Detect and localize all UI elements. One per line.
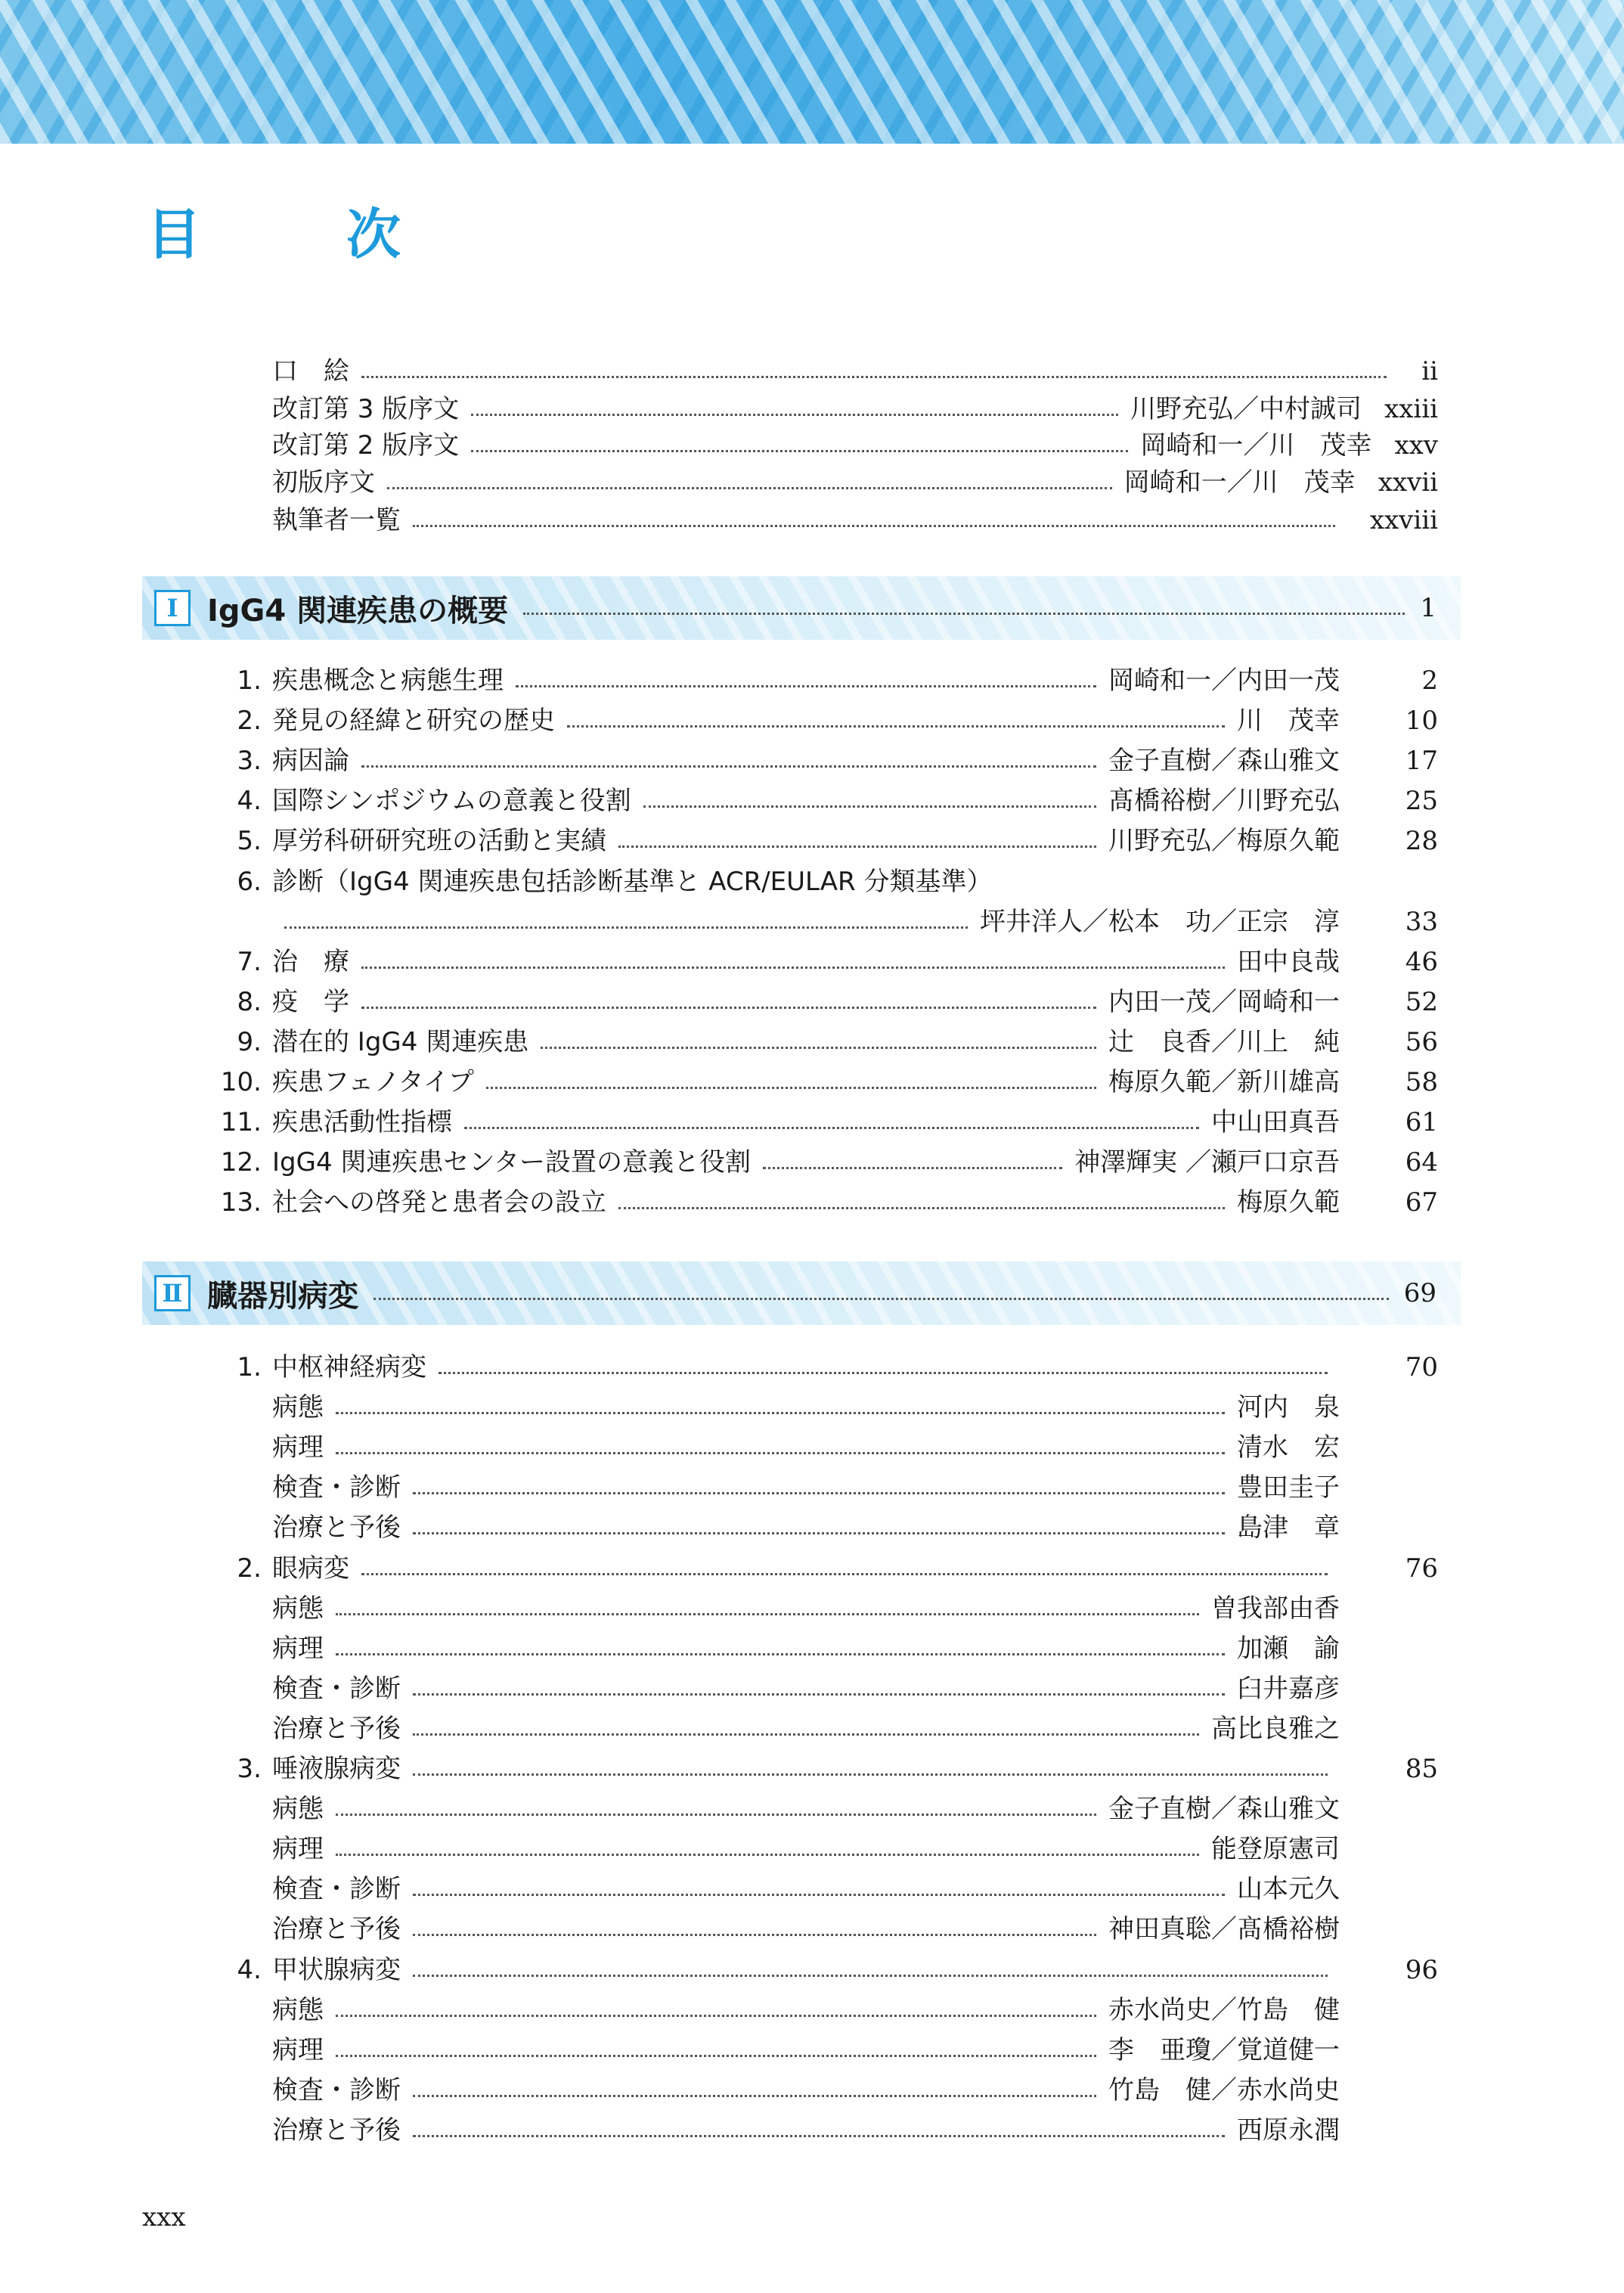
- toc-entry-author: 曽我部由香: [1211, 1593, 1340, 1624]
- toc-row: [200, 741, 1438, 781]
- toc-row: [200, 2071, 1438, 2111]
- toc-row: [200, 942, 1438, 982]
- dot-leader: [361, 1573, 1328, 1575]
- toc-entry-title: 初版序文: [272, 467, 375, 498]
- toc-entry-title: 検査・診断: [272, 1673, 401, 1704]
- toc-entry-page: 52: [1405, 986, 1438, 1017]
- toc-entry-number: 4.: [237, 786, 262, 817]
- toc-entry-author: 能登原憲司: [1211, 1834, 1340, 1865]
- toc-entry-title: 執筆者一覧: [272, 505, 401, 535]
- toc-entry-number: 6.: [237, 866, 262, 897]
- dot-leader: [471, 414, 1118, 416]
- toc-entry-title: 眼病変: [272, 1553, 349, 1584]
- dot-leader: [413, 1773, 1328, 1776]
- toc-entry-title: 改訂第 2 版序文: [272, 430, 460, 461]
- toc-entry-page: 96: [1405, 1954, 1438, 1985]
- dot-leader: [471, 450, 1128, 452]
- toc-entry-page: 70: [1405, 1352, 1438, 1382]
- toc-entry-page: 46: [1405, 946, 1438, 977]
- toc-entry-number: 1.: [237, 1352, 262, 1382]
- toc-row: [200, 1669, 1438, 1709]
- toc-entry-title: 口 絵: [272, 356, 349, 386]
- section-header: [142, 576, 1461, 640]
- toc-entry-page: 10: [1405, 706, 1438, 737]
- header-banner: [0, 0, 1624, 144]
- toc-entry-title: 病理: [272, 1432, 324, 1463]
- toc-row: [200, 1348, 1438, 1388]
- toc-row: [200, 1549, 1438, 1589]
- toc-row: [200, 661, 1438, 701]
- toc-row: [200, 1063, 1438, 1103]
- toc-row: [200, 701, 1438, 741]
- toc-entry-author: 西原永潤: [1237, 2115, 1340, 2146]
- toc-entry-author: 金子直樹／森山雅文: [1108, 746, 1340, 777]
- toc-entry-title: 疾患フェノタイプ: [272, 1067, 474, 1097]
- toc-entry-author: 髙橋裕樹／川野充弘: [1108, 786, 1340, 817]
- toc-entry-author: 岡崎和一／川 茂幸: [1140, 430, 1372, 461]
- toc-entry-number: 13.: [220, 1187, 262, 1218]
- dot-leader: [618, 846, 1096, 848]
- toc-entry-author: 清水 宏: [1237, 1432, 1340, 1463]
- toc-entry-author: 豊田圭子: [1237, 1472, 1340, 1503]
- toc-row: [200, 1910, 1438, 1950]
- toc-row: [200, 1869, 1438, 1910]
- dot-leader: [413, 1894, 1225, 1896]
- toc-entry-author: 赤水尚史／竹島 健: [1108, 1994, 1340, 2025]
- toc-entry-page: 56: [1405, 1026, 1438, 1057]
- toc-entry-number: 5.: [237, 826, 262, 857]
- toc-entry-author: 岡崎和一／内田一茂: [1108, 666, 1340, 696]
- toc-entry-title: 唾液腺病変: [272, 1754, 401, 1784]
- toc-entry-page: 76: [1405, 1553, 1438, 1584]
- toc-entry-title: 検査・診断: [272, 1472, 401, 1503]
- toc-entry-author: 島津 章: [1237, 1513, 1340, 1544]
- footer-page-number: xxx: [142, 2202, 186, 2232]
- dot-leader: [413, 1693, 1225, 1696]
- toc-entry-author: 竹島 健／赤水尚史: [1108, 2074, 1340, 2105]
- dot-leader: [361, 967, 1225, 969]
- toc-entry-page: 67: [1405, 1187, 1438, 1218]
- toc-entry-author: 梅原久範／新川雄高: [1108, 1067, 1340, 1097]
- toc-entry-page: 58: [1405, 1067, 1438, 1097]
- toc-entry-author: 梅原久範: [1237, 1187, 1340, 1218]
- toc-entry-number: 4.: [237, 1954, 262, 1985]
- toc-entry-number: 2.: [237, 706, 262, 737]
- toc-row: [200, 982, 1438, 1022]
- dot-leader: [523, 613, 1405, 615]
- toc-row: [272, 426, 1438, 466]
- toc-entry-page: 25: [1405, 786, 1438, 817]
- toc-entry-title: 国際シンポジウムの意義と役割: [272, 786, 631, 817]
- toc-row: [272, 902, 1438, 942]
- toc-row: [272, 389, 1438, 430]
- dot-leader: [336, 1854, 1199, 1856]
- dot-leader: [336, 1814, 1096, 1816]
- toc-entry-author: 辻 良香／川上 純: [1108, 1026, 1340, 1057]
- dot-leader: [336, 2015, 1096, 2017]
- toc-row: [200, 1388, 1438, 1428]
- toc-entry-number: 12.: [220, 1147, 262, 1178]
- toc-entry-number: 9.: [237, 1026, 262, 1057]
- toc-entry-title: IgG4 関連疾患センター設置の意義と役割: [272, 1147, 752, 1178]
- toc-entry-author: 川野充弘／中村誠司: [1130, 394, 1362, 424]
- toc-entry-page: 33: [1405, 906, 1438, 937]
- section-numeral: Ⅱ: [154, 1275, 191, 1311]
- toc-entry-author: 田中良哉: [1237, 946, 1340, 977]
- toc-row: [200, 1468, 1438, 1508]
- toc-row: [200, 1749, 1438, 1789]
- toc-entry-title: 中枢神経病変: [272, 1352, 426, 1382]
- dot-leader: [413, 1975, 1328, 1977]
- toc-entry-author: 中山田真吾: [1211, 1107, 1340, 1138]
- dot-leader: [413, 1733, 1199, 1736]
- toc-entry-number: 2.: [237, 1553, 262, 1584]
- page-title: 目 次: [147, 203, 447, 266]
- dot-leader: [284, 926, 968, 929]
- toc-entry-author: 川野充弘／梅原久範: [1108, 826, 1340, 857]
- toc-entry-title: 病因論: [272, 746, 349, 777]
- toc-entry-title: 病態: [272, 1994, 324, 2025]
- toc-entry-author: 李 亜瓊／覚道健一: [1108, 2034, 1340, 2065]
- toc-row: [200, 1508, 1438, 1548]
- dot-leader: [541, 1047, 1096, 1049]
- toc-row: [200, 1629, 1438, 1669]
- toc-entry-page: 61: [1405, 1107, 1438, 1138]
- dot-leader: [336, 1613, 1199, 1615]
- toc-entry-author: 加瀬 諭: [1237, 1633, 1340, 1664]
- toc-entry-number: 8.: [237, 986, 262, 1017]
- toc-entry-title: 検査・診断: [272, 2074, 401, 2105]
- toc-row: [200, 1829, 1438, 1869]
- toc-entry-number: 11.: [220, 1107, 262, 1138]
- toc-entry-number: 10.: [220, 1067, 262, 1097]
- toc-entry-title: 治療と予後: [272, 1713, 401, 1744]
- dot-leader: [413, 2135, 1225, 2137]
- toc-entry-author: 山本元久: [1237, 1874, 1340, 1905]
- toc-entry-author: 金子直樹／森山雅文: [1108, 1794, 1340, 1825]
- dot-leader: [413, 1934, 1096, 1936]
- toc-row: [200, 1143, 1438, 1183]
- toc-entry-title: 疾患概念と病態生理: [272, 666, 504, 696]
- toc-entry-page: 28: [1405, 826, 1438, 857]
- toc-entry-page: xxv: [1394, 430, 1438, 461]
- dot-leader: [643, 805, 1096, 808]
- toc-row: [200, 781, 1438, 821]
- toc-row: [200, 1589, 1438, 1629]
- dot-leader: [464, 1127, 1199, 1129]
- toc-entry-page: xxviii: [1369, 505, 1438, 535]
- toc-entry-number: 3.: [237, 1754, 262, 1784]
- toc-entry-title: 病態: [272, 1794, 324, 1825]
- toc-entry-author: 内田一茂／岡崎和一: [1108, 986, 1340, 1017]
- toc-row: [272, 463, 1438, 503]
- toc-entry-author: 神澤輝実 ／瀬戸口京吾: [1074, 1147, 1340, 1178]
- toc-row: [200, 821, 1438, 861]
- toc-entry-title: 疾患活動性指標: [272, 1107, 452, 1138]
- toc-entry-author: 神田真聡／髙橋裕樹: [1108, 1914, 1340, 1945]
- toc-entry-title: 治療と予後: [272, 1513, 401, 1544]
- toc-entry-page: 17: [1405, 746, 1438, 777]
- toc-row: [200, 1428, 1438, 1468]
- toc-entry-title: 病理: [272, 2034, 324, 2065]
- toc-entry-title: 病理: [272, 1834, 324, 1865]
- section-header: [142, 1261, 1461, 1325]
- toc-entry-title: 病態: [272, 1392, 324, 1423]
- dot-leader: [361, 1007, 1096, 1009]
- toc-row: [200, 2031, 1438, 2071]
- dot-leader: [413, 2095, 1096, 2097]
- toc-row: [200, 1789, 1438, 1829]
- dot-leader: [618, 1207, 1225, 1209]
- dot-leader: [336, 1412, 1225, 1414]
- dot-leader: [486, 1087, 1096, 1089]
- toc-entry-title: 発見の経緯と研究の歴史: [272, 706, 555, 737]
- toc-entry-page: ii: [1421, 356, 1438, 386]
- toc-entry-title: 検査・診断: [272, 1874, 401, 1905]
- toc-entry-title: 病態: [272, 1593, 324, 1624]
- toc-entry-title: 社会への啓発と患者会の設立: [272, 1187, 606, 1218]
- toc-entry-title: 改訂第 3 版序文: [272, 394, 460, 424]
- toc-entry-author: 川 茂幸: [1237, 706, 1340, 737]
- dot-leader: [413, 525, 1335, 527]
- toc-row: [272, 352, 1438, 392]
- dot-leader: [439, 1372, 1328, 1374]
- dot-leader: [413, 1492, 1225, 1494]
- toc-entry-page: xxiii: [1384, 394, 1438, 424]
- toc-entry-title: 治 療: [272, 946, 349, 977]
- toc-entry-page: 2: [1421, 666, 1438, 696]
- toc-entry-author: 臼井嘉彦: [1237, 1673, 1340, 1704]
- dot-leader: [336, 1653, 1225, 1655]
- toc-entry-title: 診断（IgG4 関連疾患包括診断基準と ACR/EULAR 分類基準）: [272, 866, 993, 897]
- section-numeral: Ⅰ: [154, 590, 191, 626]
- toc-entry-title: 潜在的 IgG4 関連疾患: [272, 1026, 529, 1057]
- dot-leader: [336, 1452, 1225, 1454]
- dot-leader: [387, 487, 1112, 489]
- dot-leader: [361, 376, 1387, 378]
- toc-entry-page: xxvii: [1378, 467, 1438, 498]
- toc-row: [200, 1950, 1438, 1990]
- toc-row: [200, 1183, 1438, 1223]
- dot-leader: [413, 1532, 1225, 1534]
- toc-row: [200, 2111, 1438, 2151]
- toc-entry-author: 高比良雅之: [1211, 1713, 1340, 1744]
- toc-entry-title: 治療と予後: [272, 2115, 401, 2146]
- toc-row: [200, 1103, 1438, 1143]
- toc-entry-number: 3.: [237, 746, 262, 777]
- section-title: 臓器別病変: [207, 1278, 358, 1314]
- section-page: 1: [1420, 593, 1436, 623]
- toc-entry-title: 甲状腺病変: [272, 1954, 401, 1985]
- toc-entry-number: 7.: [237, 946, 262, 977]
- toc-row: [200, 1709, 1438, 1749]
- section-title: IgG4 関連疾患の概要: [207, 593, 509, 628]
- dot-leader: [763, 1167, 1062, 1169]
- toc-row: [200, 1990, 1438, 2031]
- dot-leader: [516, 685, 1096, 687]
- toc-entry-author: 河内 泉: [1237, 1392, 1340, 1423]
- toc-entry-author: 岡崎和一／川 茂幸: [1123, 467, 1356, 498]
- toc-entry-title: 疫 学: [272, 986, 349, 1017]
- toc-row: [200, 1022, 1438, 1063]
- toc-entry-page: 64: [1405, 1147, 1438, 1178]
- dot-leader: [373, 1298, 1389, 1300]
- section-page: 69: [1403, 1278, 1436, 1308]
- toc-entry-author: 坪井洋人／松本 功／正宗 淳: [980, 906, 1340, 937]
- toc-entry-title: 治療と予後: [272, 1914, 401, 1945]
- toc-entry-page: 85: [1405, 1754, 1438, 1784]
- toc-entry-title: 厚労科研研究班の活動と実績: [272, 826, 606, 857]
- toc-row: [200, 862, 1438, 902]
- dot-leader: [567, 725, 1225, 728]
- dot-leader: [361, 765, 1096, 768]
- toc-row: [272, 501, 1438, 541]
- toc-entry-title: 病理: [272, 1633, 324, 1664]
- dot-leader: [336, 2055, 1096, 2057]
- toc-entry-number: 1.: [237, 666, 262, 696]
